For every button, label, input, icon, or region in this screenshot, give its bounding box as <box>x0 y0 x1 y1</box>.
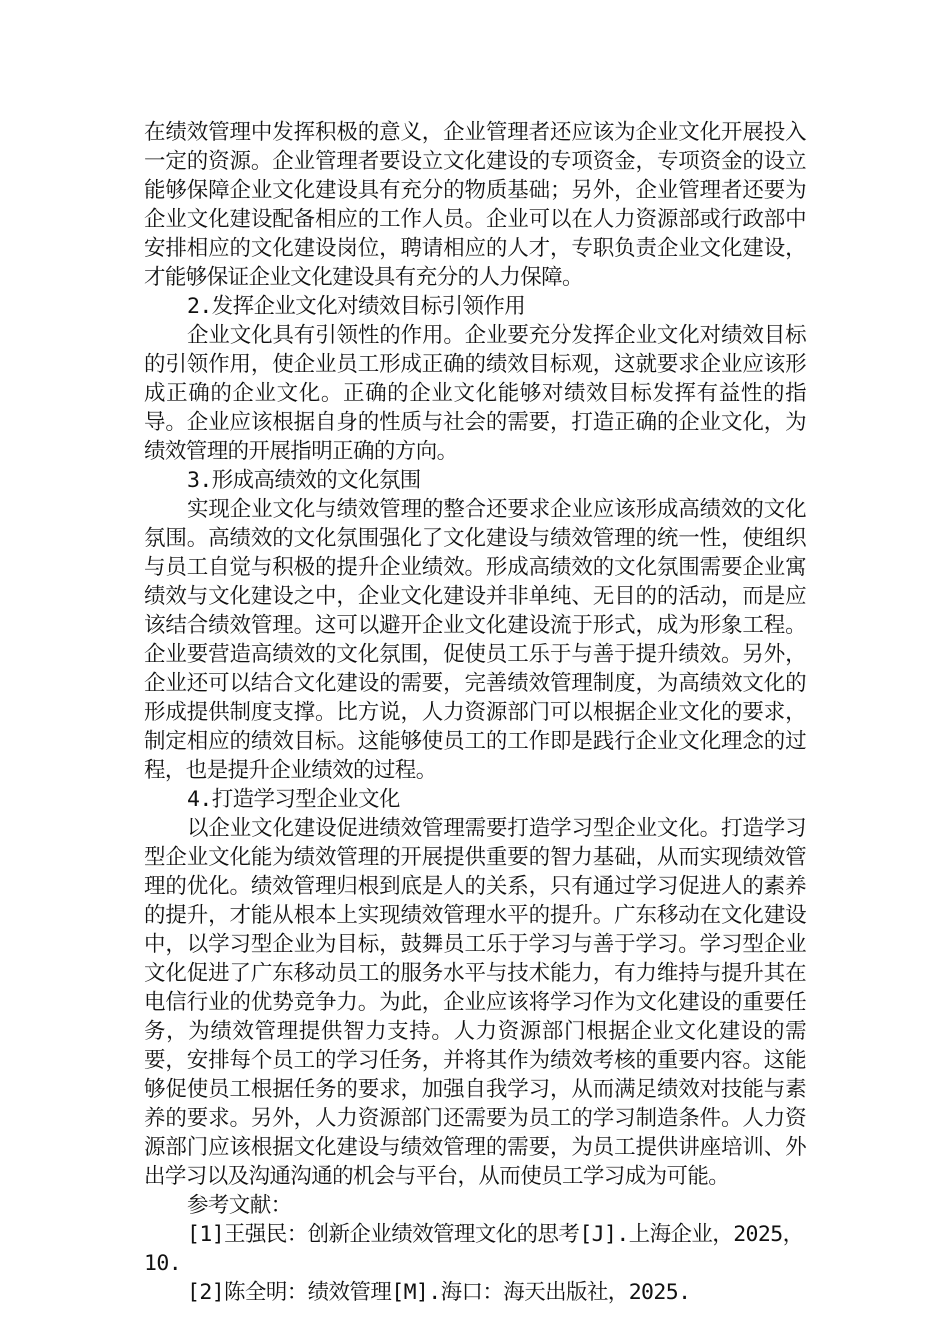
section-heading-2: 2.发挥企业文化对绩效目标引领作用 <box>187 294 526 319</box>
document-page <box>144 118 806 1307</box>
paragraph-resource-investment: 在绩效管理中发挥积极的意义，企业管理者还应该为企业文化开展投入一定的资源。企业管理者要设立文化建设的专项资金，专项资金的设立能够保障企业文化建设具有充分的物质基础；另外，企业管理者还要为企业文化建设配备相应的工作人员。企业可以在人力资源部或行政部中安排相应的文化建设岗位，聘请相应的人才，专职负责企业文化建设，才能够保证企业文化建设具有充分的人力保障。 <box>144 120 806 290</box>
section-heading-3: 3.形成高绩效的文化氛围 <box>187 468 421 493</box>
reference-item-1: [1]王强民：创新企业绩效管理文化的思考[J].上海企业，2025，10. <box>144 1222 804 1276</box>
paragraph-learning-culture: 以企业文化建设促进绩效管理需要打造学习型企业文化。打造学习型企业文化能为绩效管理的开展提供重要的智力基础，从而实现绩效管理的优化。绩效管理归根到底是人的关系，只有通过学习促进人的素养的提升，才能从根本上实现绩效管理水平的提升。广东移动在文化建设中，以学习型企业为目标，鼓舞员工乐于学习与善于学习。学习型企业文化促进了广东移动员工的服务水平与技术能力，有力维持与提升其在电信行业的优势竞争力。为此，企业应该将学习作为文化建设的重要任务，为绩效管理提供智力支持。人力资源部门根据企业文化建设的需要，安排每个员工的学习任务，并将其作为绩效考核的重要内容。这能够促使员工根据任务的要求，加强自我学习，从而满足绩效对技能与素养的要求。另外，人力资源部门还需要为员工的学习制造条件。人力资源部门应该根据文化建设与绩效管理的需要，为员工提供讲座培训、外出学习以及沟通沟通的机会与平台，从而使员工学习成为可能。 <box>144 816 806 1189</box>
paragraph-high-performance-culture: 实现企业文化与绩效管理的整合还要求企业应该形成高绩效的文化氛围。高绩效的文化氛围强化了文化建设与绩效管理的统一性，使组织与员工自觉与积极的提升企业绩效。形成高绩效的文化氛围需要企业寓绩效与文化建设之中，企业文化建设并非单纯、无目的的活动，而是应该结合绩效管理。这可以避开企业文化建设流于形式，成为形象工程。企业要营造高绩效的文化氛围，促使员工乐于与善于提升绩效。另外，企业还可以结合文化建设的需要，完善绩效管理制度，为高绩效文化的形成提供制度支撑。比方说，人力资源部门可以根据企业文化的要求，制定相应的绩效目标。这能够使员工的工作即是践行企业文化理念的过程，也是提升企业绩效的过程。 <box>144 497 806 783</box>
reference-item-2: [2]陈全明：绩效管理[M].海口：海天出版社，2025. <box>187 1280 691 1305</box>
references-heading: 参考文献： <box>187 1193 292 1218</box>
paragraph-guiding-role: 企业文化具有引领性的作用。企业要充分发挥企业文化对绩效目标的引领作用，使企业员工形成正确的绩效目标观，这就要求企业应该形成正确的企业文化。正确的企业文化能够对绩效目标发挥有益性的指导。企业应该根据自身的性质与社会的需要，打造正确的企业文化，为绩效管理的开展指明正确的方向。 <box>144 323 806 464</box>
section-heading-4: 4.打造学习型企业文化 <box>187 787 400 812</box>
